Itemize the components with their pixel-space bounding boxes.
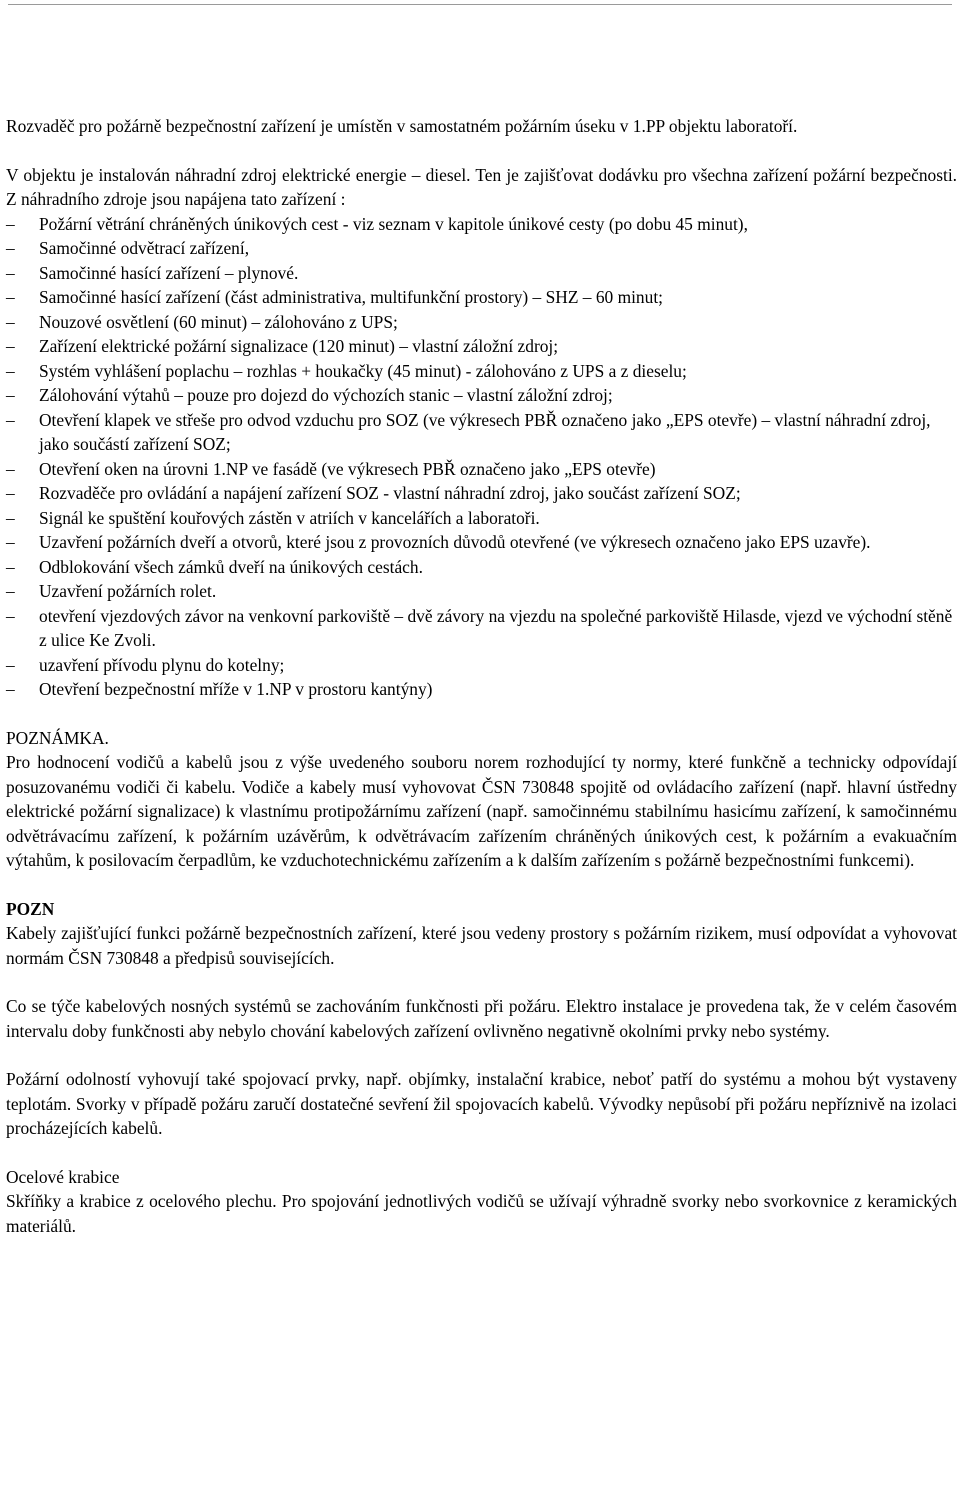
- list-item: – Otevření bezpečnostní mříže v 1.NP v prostoru kantýny): [6, 677, 957, 702]
- page-top-rule: [8, 4, 952, 5]
- cable-systems-paragraph: Co se týče kabelových nosných systémů se zachováním funkčnosti při požáru. Elektro instalace je provedena tak, že v celém časovém intervalu doby funkčnosti aby nebylo chování kabelových zařízení ovlivněno negativně okolními prvky nebo systémy.: [6, 996, 957, 1041]
- list-item: – Nouzové osvětlení (60 minut) – zálohováno z UPS;: [6, 310, 957, 335]
- list-item: – Otevření oken na úrovni 1.NP ve fasádě (ve výkresech PBŘ označeno jako „EPS otevře): [6, 457, 957, 482]
- list-item: – Samočinné odvětrací zařízení,: [6, 236, 957, 261]
- document-page: [6, 114, 957, 1238]
- intro-paragraph-2: V objektu je instalován náhradní zdroj elektrické energie – diesel. Ten je zajišťovat dodávku pro všechna zařízení požární bezpečnosti. Z náhradního zdroje jsou napájena tato zařízení :: [6, 164, 957, 209]
- list-item: – Požární větrání chráněných únikových cest - viz seznam v kapitole únikové cesty (po dobu 45 minut),: [6, 212, 957, 237]
- list-item: – Uzavření požárních rolet.: [6, 579, 957, 604]
- list-item: – Otevření klapek ve střeše pro odvod vzduchu pro SOZ (ve výkresech PBŘ označeno jako „EPS otevře) – vlastní náhradní zdroj, jako součástí zařízení SOZ;: [6, 408, 957, 457]
- note-heading: POZNÁMKA.: [6, 727, 109, 748]
- list-item: – otevření vjezdových závor na venkovní parkoviště – dvě závory na vjezdu na společné parkoviště Hilasde, vjezd ve východní stěně z ulice Ke Zvoli.: [6, 604, 957, 653]
- list-item: – Systém vyhlášení poplachu – rozhlas + houkačky (45 minut) - zálohováno z UPS a z dieselu;: [6, 359, 957, 384]
- list-item: – Samočinné hasící zařízení – plynové.: [6, 261, 957, 286]
- pozn-heading: POZN: [6, 898, 55, 919]
- list-item: – Uzavření požárních dveří a otvorů, které jsou z provozních důvodů otevřené (ve výkresech označeno jako EPS uzavře).: [6, 530, 957, 555]
- backup-power-list: [6, 212, 957, 702]
- list-item: – Odblokování všech zámků dveří na únikových cestách.: [6, 555, 957, 580]
- list-item: – Samočinné hasící zařízení (část administrativa, multifunkční prostory) – SHZ – 60 minut;: [6, 285, 957, 310]
- note-text: Pro hodnocení vodičů a kabelů jsou z výše uvedeného souboru norem rozhodující ty normy, které funkčně a technicky odpovídají posuzovanému vodiči či kabelu. Vodiče a kabely musí vyhovovat ČSN 730848 spojitě od ovládacího zařízení (např. hlavní ústředny elektrické požární signalizace) k vlastnímu protipožárnímu zařízení (např. samočinnému stabilnímu hasicímu zařízení, k samočinnému odvětrávacímu zařízení, k požárním uzávěrům, k odvětrávacím zařízením chráněných únikových cest, k požárním a evakuačním výtahům, k posilovacím čerpadlům, ke vzduchotechnickému zařízením a k dalším zařízením s požárně bezpečnostními funkcemi).: [6, 752, 957, 870]
- list-item: – Rozvaděče pro ovládání a napájení zařízení SOZ - vlastní náhradní zdroj, jako součást zařízení SOZ;: [6, 481, 957, 506]
- list-item: – Signál ke spuštění kouřových zástěn v atriích v kancelářích a laboratoři.: [6, 506, 957, 531]
- steel-boxes-heading: Ocelové krabice: [6, 1166, 120, 1187]
- steel-boxes-text: Skříňky a krabice z ocelového plechu. Pro spojování jednotlivých vodičů se užívají výhradně svorky nebo svorkovnice z keramických materiálů.: [6, 1191, 957, 1236]
- list-item: – uzavření přívodu plynu do kotelny;: [6, 653, 957, 678]
- list-item: – Zařízení elektrické požární signalizace (120 minut) – vlastní záložní zdroj;: [6, 334, 957, 359]
- list-item: – Zálohování výtahů – pouze pro dojezd do výchozích stanic – vlastní záložní zdroj;: [6, 383, 957, 408]
- pozn-text: Kabely zajišťující funkci požárně bezpečnostních zařízení, které jsou vedeny prostory s požárním rizikem, musí odpovídat a vyhovovat normám ČSN 730848 a předpisů souvisejících.: [6, 923, 957, 968]
- connectors-paragraph: Požární odolností vyhovují také spojovací prvky, např. objímky, instalační krabice, neboť patří do systému a mohou být vystaveny teplotám. Svorky v případě požáru zaručí dostatečné sevření žil spojovacích kabelů. Vývodky nepůsobí při požáru nepříznivě na izolaci procházejících kabelů.: [6, 1069, 957, 1138]
- intro-paragraph-1: Rozvaděč pro požárně bezpečnostní zařízení je umístěn v samostatném požárním úseku v 1.PP objektu laboratoří.: [6, 116, 798, 136]
